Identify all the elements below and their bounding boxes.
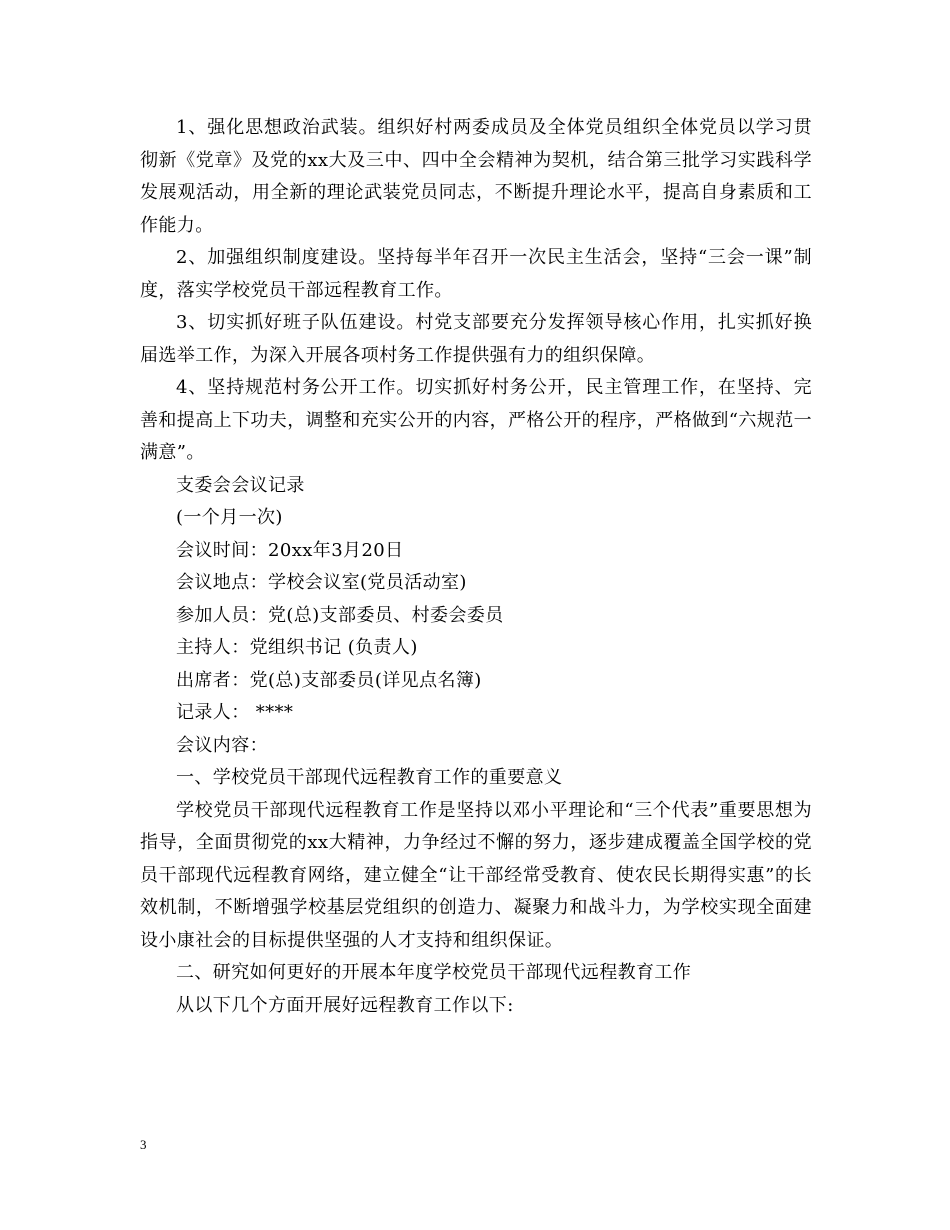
minutes-title: 支委会会议记录 bbox=[176, 474, 305, 496]
section-body-1: 学校党员干部现代远程教育工作是坚持以邓小平理论和“三个代表”重要思想为指导，全面贯彻党的xx大精神，力争经过不懈的努力，逐步建成覆盖全国学校的党员干部现代远程教育网络，建立健全“让干部经常受教育、使农民长期得实惠”的长效机制，不断增强学校基层党组织的创造力、凝聚力和战斗力，为学校实现全面建设小康社会的目标提供坚强的人才支持和组织保证。 bbox=[140, 799, 812, 951]
meeting-participants: 参加人员：党(总)支部委员、村委会委员 bbox=[176, 604, 504, 626]
paragraph-item-4: 4、坚持规范村务公开工作。切实抓好村务公开，民主管理工作，在坚持、完善和提高上下功夫，调整和充实公开的内容，严格公开的程序，严格做到“六规范一满意”。 bbox=[140, 377, 812, 463]
meeting-host: 主持人：党组织书记 (负责人) bbox=[176, 637, 418, 658]
section-body-2: 从以下几个方面开展好远程教育工作以下: bbox=[176, 994, 514, 1016]
section-heading-2: 二、研究如何更好的开展本年度学校党员干部现代远程教育工作 bbox=[176, 962, 692, 983]
section-heading-1: 一、学校党员干部现代远程教育工作的重要意义 bbox=[176, 767, 563, 788]
meeting-attendees: 出席者：党(总)支部委员(详见点名簿) bbox=[176, 669, 482, 691]
paragraph-item-2: 2、加强组织制度建设。坚持每半年召开一次民主生活会，坚持“三会一课”制度，落实学校党员干部远程教育工作。 bbox=[140, 247, 812, 301]
page-number: 3 bbox=[140, 1137, 147, 1152]
paragraph-item-3: 3、切实抓好班子队伍建设。村党支部要充分发挥领导核心作用，扎实抓好换届选举工作，为深入开展各项村务工作提供强有力的组织保障。 bbox=[140, 312, 812, 366]
minutes-frequency: (一个月一次) bbox=[176, 507, 283, 528]
document-body bbox=[140, 112, 812, 1022]
meeting-content-label: 会议内容： bbox=[176, 734, 268, 756]
meeting-time: 会议时间：20xx年3月20日 bbox=[176, 539, 404, 561]
meeting-location: 会议地点：学校会议室(党员活动室) bbox=[176, 572, 467, 593]
meeting-recorder: 记录人： **** bbox=[176, 702, 294, 723]
paragraph-item-1: 1、强化思想政治武装。组织好村两委成员及全体党员组织全体党员以学习贯彻新《党章》及党的xx大及三中、四中全会精神为契机，结合第三批学习实践科学发展观活动，用全新的理论武装党员同志，不断提升理论水平，提高自身素质和工作能力。 bbox=[140, 117, 812, 236]
